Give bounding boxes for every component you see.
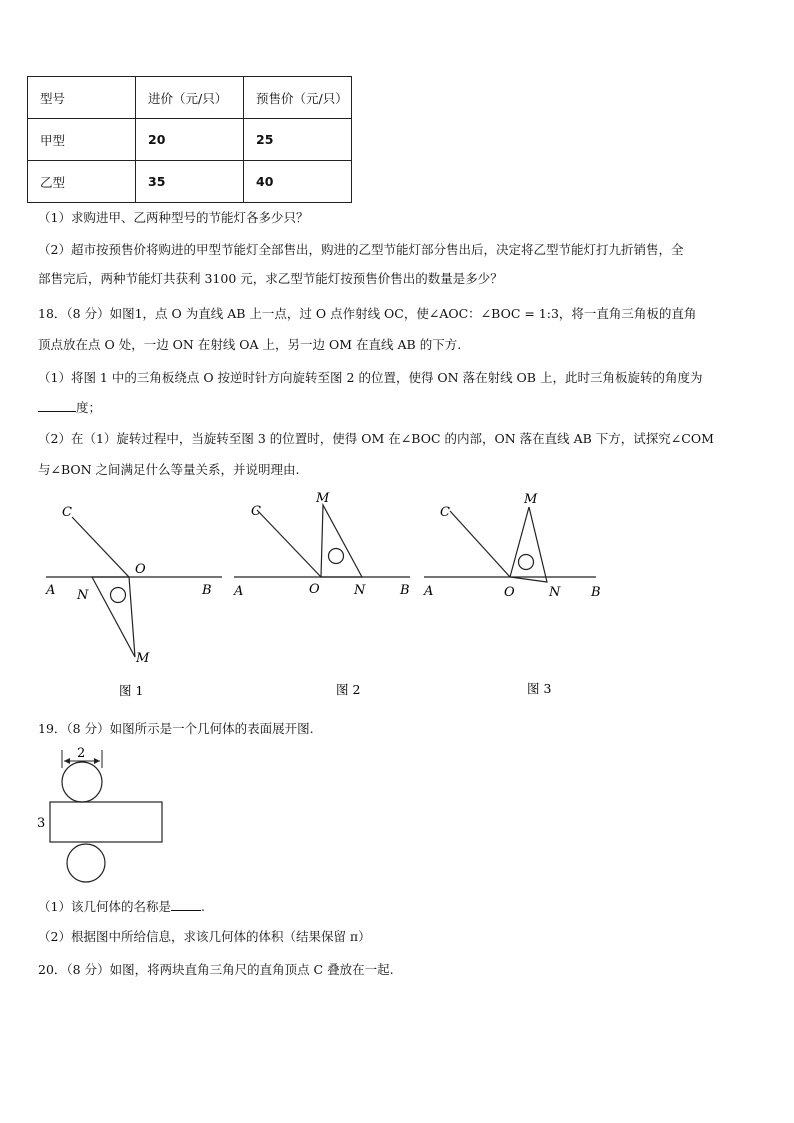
table-cell: 乙型 xyxy=(28,161,136,203)
dim-arrow-left xyxy=(64,758,70,764)
label-n: N xyxy=(549,585,561,600)
label-o: O xyxy=(504,585,515,600)
label-o: O xyxy=(309,582,320,597)
table-cell: 甲型 xyxy=(28,119,136,161)
table-row xyxy=(28,119,352,161)
label-c: C xyxy=(62,505,72,520)
table-header-row xyxy=(28,77,352,119)
dim-top-label: 2 xyxy=(77,746,86,761)
q19-part2: （2）根据图中所给信息，求该几何体的体积（结果保留 π） xyxy=(38,929,371,944)
q19-stem: 19．（8 分）如图所示是一个几何体的表面展开图. xyxy=(38,721,314,736)
dim-side-label: 3 xyxy=(37,816,46,831)
q18-part1-line2 xyxy=(38,398,101,417)
q18-part1-suffix: 度； xyxy=(76,400,102,415)
table-header-cell: 进价（元/只） xyxy=(136,77,244,119)
label-b: B xyxy=(400,583,410,598)
q18-part2-line2: 与∠BON 之间满足什么等量关系，并说明理由. xyxy=(38,462,300,477)
figure-3 xyxy=(420,485,620,700)
answer-blank[interactable] xyxy=(171,897,201,911)
figure-3-caption: 图 3 xyxy=(527,681,552,696)
top-circle xyxy=(62,762,102,802)
ruler-hole xyxy=(519,555,534,570)
ray-oc xyxy=(257,510,321,577)
q17-part2-line1: （2）超市按预售价将购进的甲型节能灯全部售出，购进的乙型节能灯部分售出后，决定将乙型节能灯打九折销售，全 xyxy=(38,242,684,257)
bottom-circle xyxy=(67,844,105,882)
label-m: M xyxy=(524,492,538,507)
q18-stem-line1: 18．（8 分）如图1，点 O 为直线 AB 上一点，过 O 点作射线 OC，使∠AOC：∠BOC = 1:3，将一直角三角板的直角 xyxy=(38,306,697,321)
q19-part1 xyxy=(38,897,205,916)
label-a: A xyxy=(46,583,56,598)
label-n: N xyxy=(354,583,366,598)
q17-part2-line2: 部售完后，两种节能灯共获利 3100 元，求乙型节能灯按预售价售出的数量是多少？ xyxy=(38,271,503,286)
table-cell: 40 xyxy=(244,161,352,203)
table-cell: 35 xyxy=(136,161,244,203)
ruler-hole xyxy=(111,588,126,603)
figure-1 xyxy=(40,495,230,705)
table-cell: 20 xyxy=(136,119,244,161)
label-m: M xyxy=(136,651,150,666)
label-c: C xyxy=(440,505,450,520)
price-table xyxy=(27,76,352,203)
q19-part1-prefix: （1）该几何体的名称是 xyxy=(38,899,171,914)
label-a: A xyxy=(234,584,244,599)
triangle-ruler xyxy=(510,507,547,582)
dim-arrow-right xyxy=(94,758,100,764)
label-a: A xyxy=(424,584,434,599)
table-header-cell: 预售价（元/只） xyxy=(244,77,352,119)
q20-stem: 20．（8 分）如图，将两块直角三角尺的直角顶点 C 叠放在一起. xyxy=(38,962,394,977)
ray-oc xyxy=(450,511,510,577)
label-m: M xyxy=(316,491,330,506)
table-cell: 25 xyxy=(244,119,352,161)
ray-oc xyxy=(72,517,129,577)
label-b: B xyxy=(591,585,601,600)
q18-part2-line1: （2）在（1）旋转过程中，当旋转至图 3 的位置时，使得 OM 在∠BOC 的内部，ON 落在直线 AB 下方，试探究∠COM xyxy=(38,431,714,446)
q18-part1-line1: （1）将图 1 中的三角板绕点 O 按逆时针方向旋转至图 2 的位置，使得 ON 落在射线 OB 上，此时三角板旋转的角度为 xyxy=(38,370,703,385)
figure-1-caption: 图 1 xyxy=(119,683,144,698)
q19-part1-suffix: . xyxy=(200,899,205,914)
label-n: N xyxy=(77,588,89,603)
side-rectangle xyxy=(50,802,162,842)
figure-2 xyxy=(230,485,420,700)
label-c: C xyxy=(251,504,261,519)
q18-stem-line2: 顶点放在点 O 处，一边 ON 在射线 OA 上，另一边 OM 在直线 AB 的下方. xyxy=(38,337,462,352)
figure-2-caption: 图 2 xyxy=(336,682,361,697)
label-o: O xyxy=(135,562,146,577)
label-b: B xyxy=(202,583,212,598)
net-diagram xyxy=(32,742,172,892)
triangle-ruler xyxy=(321,505,362,577)
ruler-hole xyxy=(329,549,344,564)
answer-blank[interactable] xyxy=(38,398,76,412)
q17-part1: （1）求购进甲、乙两种型号的节能灯各多少只？ xyxy=(38,210,309,225)
table-header-cell: 型号 xyxy=(28,77,136,119)
table-row xyxy=(28,161,352,203)
